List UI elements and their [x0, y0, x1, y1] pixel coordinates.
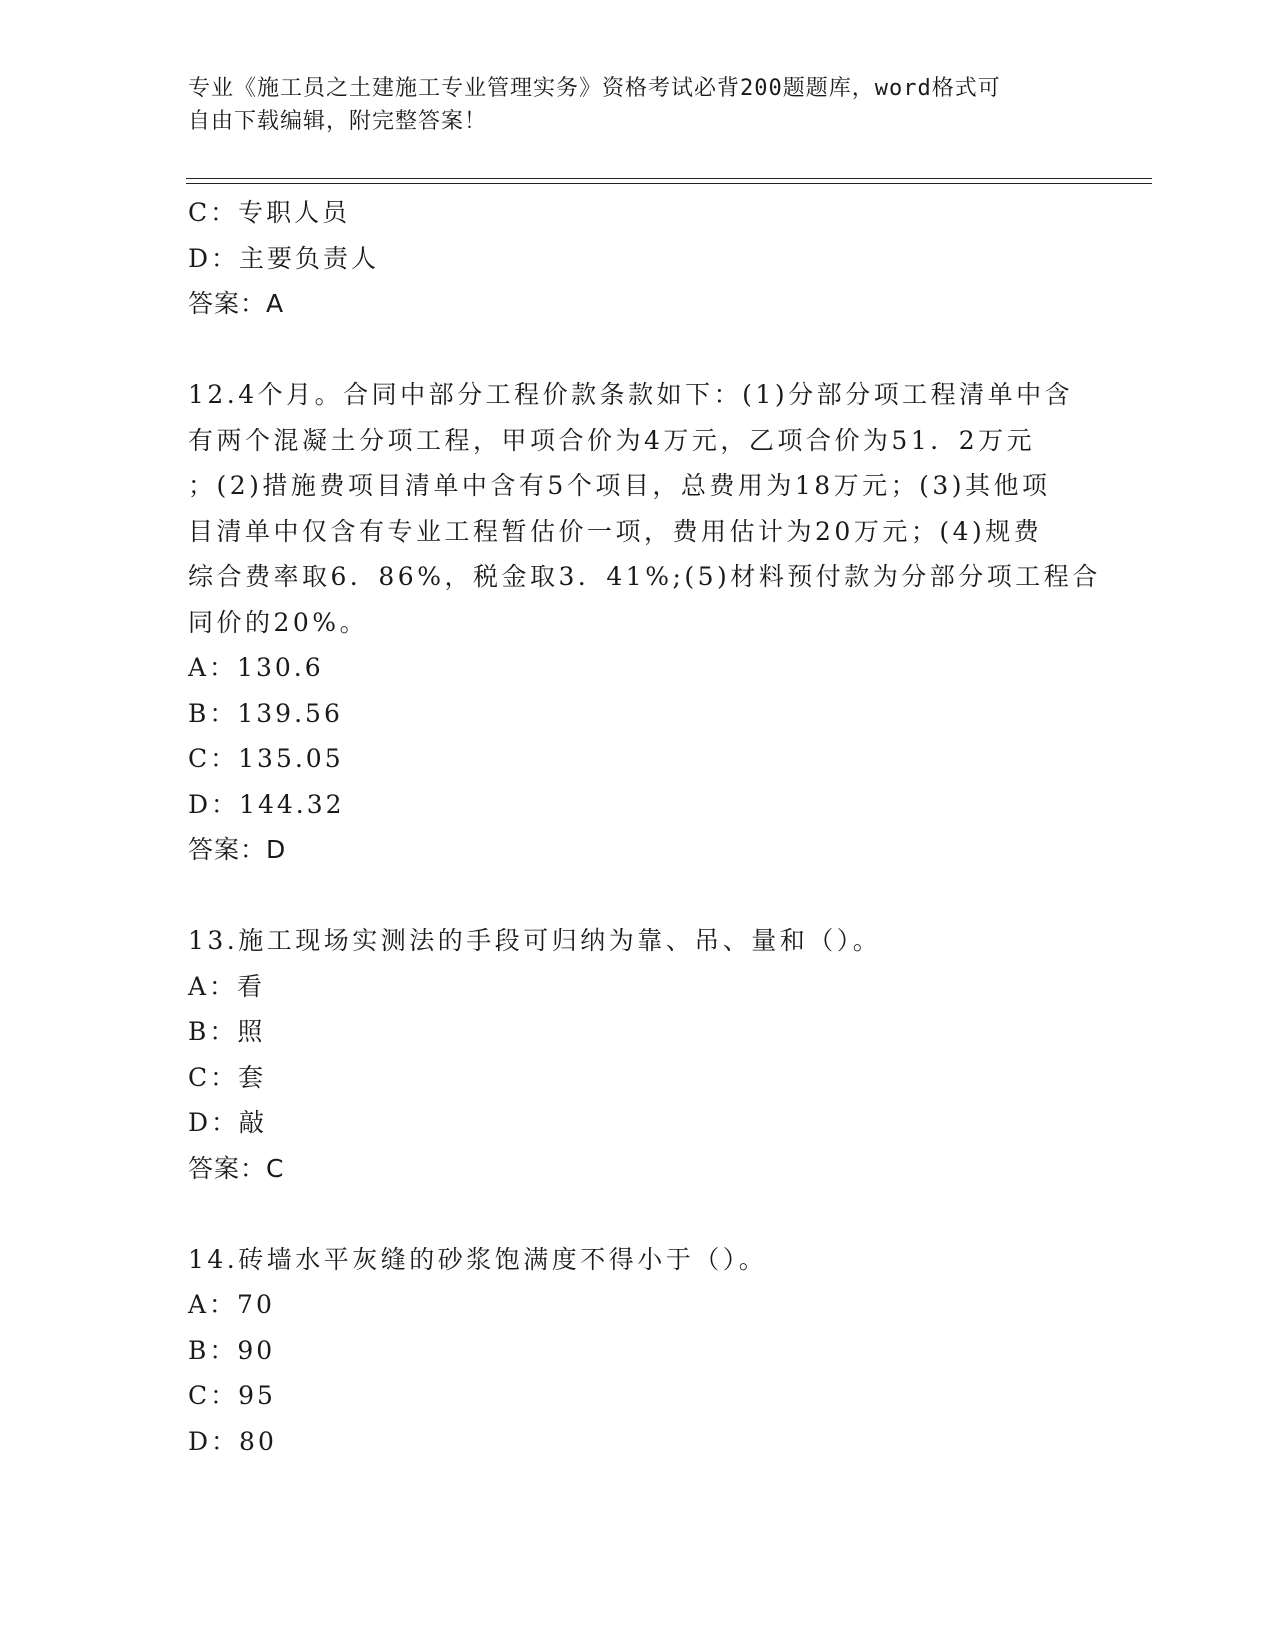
option-d: D：144.32 [188, 789, 345, 819]
spacer [188, 1191, 1088, 1237]
header-line-1: 专业《施工员之土建施工专业管理实务》资格考试必背200题题库，word格式可 [188, 76, 1001, 101]
option-c: C：135.05 [188, 744, 344, 773]
question-stem-line: 13.施工现场实测法的手段可归纳为靠、吊、量和（）。 [188, 926, 882, 955]
prev-question [188, 190, 1088, 327]
option-a: A：130.6 [188, 653, 324, 682]
option-c: C：95 [188, 1381, 276, 1410]
question-stem-line: 14.砖墙水平灰缝的砂浆饱满度不得小于（）。 [188, 1244, 768, 1274]
question-stem-line: 综合费率取6．86%，税金取3．41%;(5)材料预付款为分部分项工程合 [188, 562, 1101, 591]
question-list [188, 190, 1101, 1464]
option-a: A：看 [188, 971, 266, 1001]
question-stem-line: 有两个混凝土分项工程，甲项合价为4万元，乙项合价为51．2万元 [188, 425, 1036, 455]
question-13 [188, 918, 1088, 1191]
header-divider-bottom [186, 183, 1152, 184]
option-c: C：专职人员 [188, 198, 351, 227]
spacer [188, 327, 1088, 373]
document-header [188, 72, 1088, 138]
answer-line: 答案：A [188, 289, 285, 318]
option-b: B：照 [188, 1017, 266, 1046]
question-12 [188, 372, 1101, 873]
answer-line: 答案：C [188, 1153, 285, 1183]
option-c: C：套 [188, 1062, 267, 1092]
spacer [188, 873, 1088, 919]
option-b: B：90 [188, 1335, 276, 1365]
question-stem-line: ；(2)措施费项目清单中含有5个项目，总费用为18万元；(3)其他项 [188, 471, 1051, 500]
header-divider-top [186, 178, 1152, 179]
option-b: B：139.56 [188, 698, 343, 728]
question-stem-line: 目清单中仅含有专业工程暂估价一项，费用估计为20万元；(4)规费 [188, 516, 1043, 546]
option-d: D：敲 [188, 1108, 268, 1137]
answer-line: 答案：D [188, 835, 287, 864]
option-a: A：70 [188, 1290, 275, 1319]
header-line-2: 自由下载编辑，附完整答案！ [188, 109, 488, 134]
question-stem-line: 同价的20%。 [188, 607, 369, 637]
option-d: D：主要负责人 [188, 243, 380, 273]
question-14 [188, 1237, 1088, 1465]
question-stem-line: 12.4个月。合同中部分工程价款条款如下：(1)分部分项工程清单中含 [188, 380, 1074, 409]
option-d: D：80 [188, 1426, 277, 1456]
